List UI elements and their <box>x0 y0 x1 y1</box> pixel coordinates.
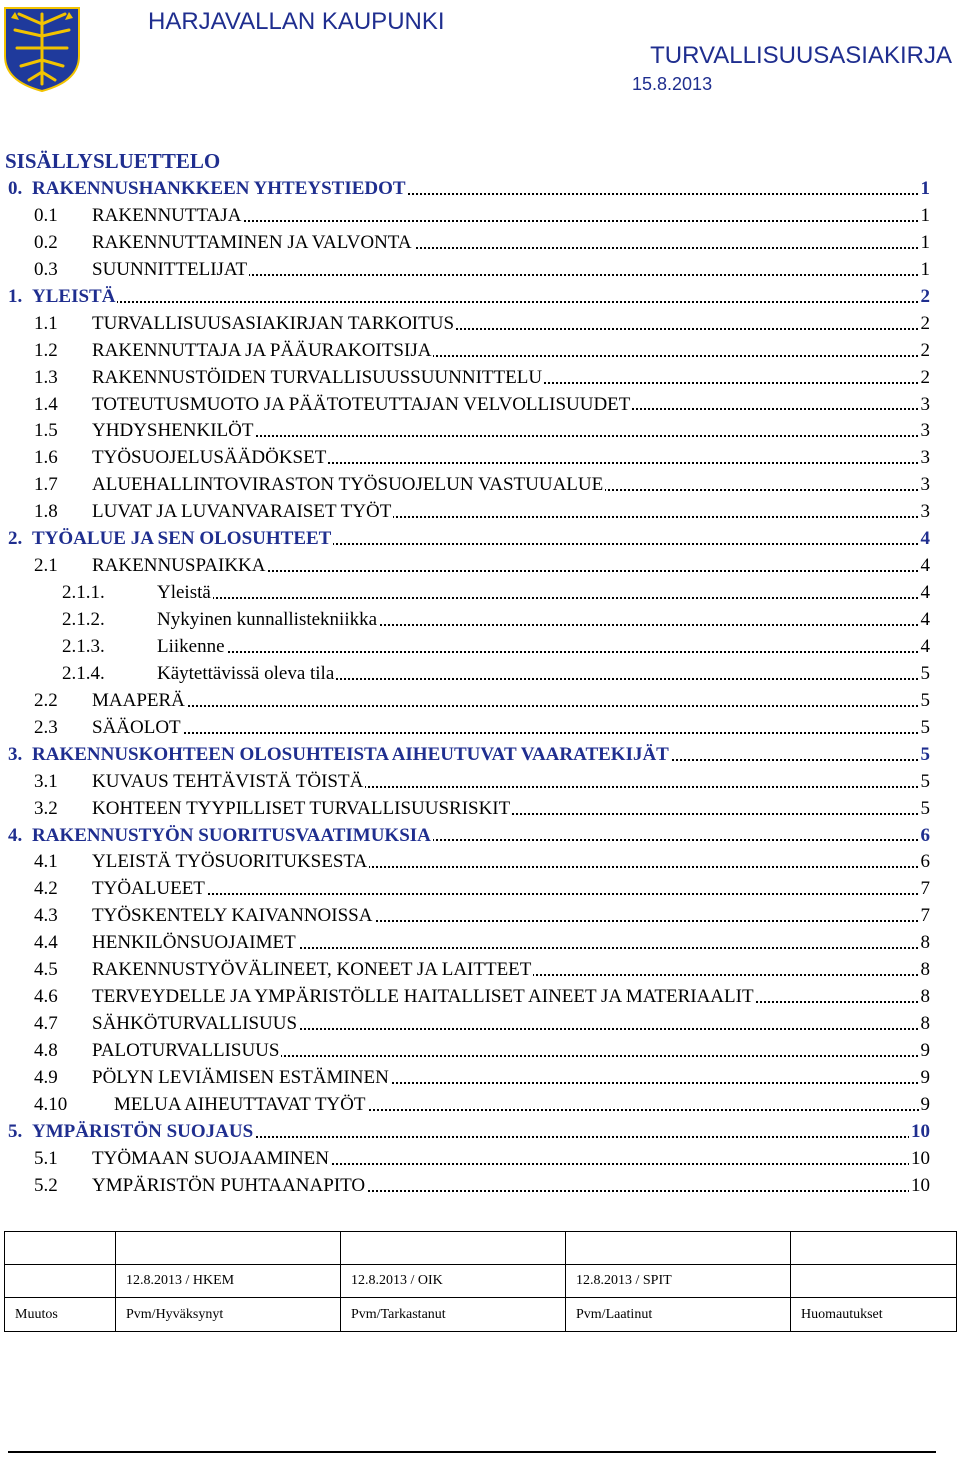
toc-entry[interactable] <box>0 849 960 876</box>
toc-entry-number: 4.9 <box>34 1066 58 1088</box>
toc-entry[interactable] <box>0 688 960 715</box>
toc-entry-page: 9 <box>919 1038 931 1065</box>
table-cell: Pvm/Hyväksynyt <box>116 1298 341 1332</box>
toc-entry-title: YLEISTÄ TYÖSUORITUKSESTA <box>92 849 369 876</box>
toc-entry-page: 1 <box>919 203 931 230</box>
toc-entry[interactable] <box>0 311 960 338</box>
toc-entry-title: YHDYSHENKILÖT <box>92 418 255 445</box>
toc-entry-title: MELUA AIHEUTTAVAT TYÖT <box>114 1092 367 1119</box>
toc-entry-title: TOTEUTUSMUOTO JA PÄÄTOTEUTTAJAN VELVOLLISUUDET <box>92 392 632 419</box>
toc-entry-page: 6 <box>919 849 931 876</box>
toc-entry-number: 2. <box>8 528 23 550</box>
toc-entry[interactable] <box>0 984 960 1011</box>
toc-entry-title: LUVAT JA LUVANVARAISET TYÖT <box>92 499 393 526</box>
toc-entry-page: 9 <box>919 1092 931 1119</box>
toc-entry-number: 4.4 <box>34 932 58 954</box>
toc-entry[interactable] <box>0 392 960 419</box>
toc-entry-number: 4.10 <box>34 1093 68 1115</box>
toc-entry-page: 4 <box>919 526 931 553</box>
toc-entry[interactable] <box>0 634 960 661</box>
toc-entry-number: 0.3 <box>34 258 58 280</box>
toc-entry[interactable] <box>0 742 960 769</box>
toc-entry-title: PALOTURVALLISUUS <box>92 1038 281 1065</box>
toc-entry-page: 4 <box>919 634 931 661</box>
toc-entry-number: 0.1 <box>34 204 58 226</box>
toc-entry-title: RAKENNUSTÖIDEN TURVALLISUUSSUUNNITTELU <box>92 365 544 392</box>
toc-entry-title: MAAPERÄ <box>92 688 187 715</box>
toc-entry-number: 1.8 <box>34 501 58 523</box>
toc-entry-page: 5 <box>919 688 931 715</box>
toc-entry-number: 1.7 <box>34 474 58 496</box>
toc-entry-title: YLEISTÄ <box>32 284 117 311</box>
table-cell <box>5 1265 116 1298</box>
table-row <box>5 1265 957 1298</box>
toc-leader-dots <box>92 688 922 715</box>
toc-entry-page: 7 <box>919 876 931 903</box>
toc-entry-title: TYÖSUOJELUSÄÄDÖKSET <box>92 445 328 472</box>
toc-entry-title: Nykyinen kunnallistekniikka <box>157 607 379 634</box>
toc-entry-title: Yleistä <box>157 580 213 607</box>
toc-entry-title: SUUNNITTELIJAT <box>92 257 249 284</box>
toc-entry[interactable] <box>0 230 960 257</box>
toc-leader-dots <box>92 715 922 742</box>
toc-entry-page: 4 <box>919 553 931 580</box>
toc-entry-number: 4.2 <box>34 878 58 900</box>
toc-entry-number: 1.6 <box>34 447 58 469</box>
toc-entry-title: ALUEHALLINTOVIRASTON TYÖSUOJELUN VASTUUALUE <box>92 472 605 499</box>
toc-entry[interactable] <box>0 661 960 688</box>
organization-name: HARJAVALLAN KAUPUNKI <box>148 8 445 35</box>
toc-entry-page: 2 <box>919 284 931 311</box>
toc-entry-title: TYÖMAAN SUOJAAMINEN <box>92 1146 331 1173</box>
toc-entry-title: TYÖALUEET <box>92 876 207 903</box>
toc-entry-title: YMPÄRISTÖN SUOJAUS <box>32 1119 255 1146</box>
toc-entry[interactable] <box>0 1119 960 1146</box>
toc-entry-title: RAKENNUSHANKKEEN YHTEYSTIEDOT <box>32 176 408 203</box>
table-row <box>5 1232 957 1265</box>
toc-entry[interactable] <box>0 957 960 984</box>
table-cell: Pvm/Laatinut <box>566 1298 791 1332</box>
toc-entry[interactable] <box>0 1038 960 1065</box>
toc-entry-number: 1.4 <box>34 393 58 415</box>
toc-entry-page: 6 <box>919 823 931 850</box>
toc-entry[interactable] <box>0 445 960 472</box>
toc-entry-page: 7 <box>919 903 931 930</box>
toc-entry-page: 3 <box>919 418 931 445</box>
table-cell: 12.8.2013 / HKEM <box>116 1265 341 1298</box>
table-cell <box>791 1232 957 1265</box>
toc-entry-page: 8 <box>919 930 931 957</box>
toc-entry-title: RAKENNUSTYÖN SUORITUSVAATIMUKSIA <box>32 823 433 850</box>
toc-leader-dots <box>157 634 922 661</box>
toc-entry-number: 1.1 <box>34 312 58 334</box>
toc-entry-title: TERVEYDELLE JA YMPÄRISTÖLLE HAITALLISET AINEET JA MATERIAALIT <box>92 984 756 1011</box>
revision-table <box>4 1231 957 1332</box>
toc-entry[interactable] <box>0 176 960 203</box>
table-cell <box>791 1265 957 1298</box>
toc-entry-page: 10 <box>909 1146 930 1173</box>
toc-entry-number: 2.1.4. <box>62 662 105 684</box>
toc-leader-dots <box>157 580 922 607</box>
toc-entry-title: RAKENNUSKOHTEEN OLOSUHTEISTA AIHEUTUVAT VAARATEKIJÄT <box>32 742 671 769</box>
footer-divider <box>8 1451 936 1453</box>
toc-entry[interactable] <box>0 796 960 823</box>
toc-entry-page: 5 <box>919 715 931 742</box>
toc-entry-page: 1 <box>919 230 931 257</box>
toc-entry-title: Liikenne <box>157 634 227 661</box>
toc-entry[interactable] <box>0 876 960 903</box>
toc-entry-title: KUVAUS TEHTÄVISTÄ TÖISTÄ <box>92 769 365 796</box>
toc-entry-page: 4 <box>919 580 931 607</box>
toc-entry[interactable] <box>0 1011 960 1038</box>
toc-entry-page: 5 <box>919 661 931 688</box>
toc-entry-page: 1 <box>919 257 931 284</box>
toc-entry-number: 3.2 <box>34 797 58 819</box>
coat-of-arms-icon <box>3 6 81 92</box>
toc-entry[interactable] <box>0 823 960 850</box>
toc-entry[interactable] <box>0 580 960 607</box>
table-cell: Pvm/Tarkastanut <box>341 1298 566 1332</box>
table-cell <box>5 1232 116 1265</box>
table-of-contents <box>0 176 960 1200</box>
toc-entry-number: 2.3 <box>34 716 58 738</box>
toc-leader-dots <box>32 284 922 311</box>
toc-entry[interactable] <box>0 338 960 365</box>
toc-entry-title: RAKENNUTTAJA JA PÄÄURAKOITSIJA <box>92 338 433 365</box>
toc-entry-page: 3 <box>919 499 931 526</box>
toc-entry-title: PÖLYN LEVIÄMISEN ESTÄMINEN <box>92 1065 391 1092</box>
toc-entry-number: 4.3 <box>34 905 58 927</box>
toc-entry[interactable] <box>0 1092 960 1119</box>
toc-entry[interactable] <box>0 553 960 580</box>
toc-entry-number: 1. <box>8 285 23 307</box>
toc-entry[interactable] <box>0 1173 960 1200</box>
toc-entry-page: 1 <box>919 176 931 203</box>
toc-entry-title: RAKENNUTTAMINEN JA VALVONTA <box>92 230 414 257</box>
toc-entry-page: 10 <box>909 1173 930 1200</box>
toc-entry-number: 2.1 <box>34 555 58 577</box>
toc-entry[interactable] <box>0 499 960 526</box>
toc-entry-number: 0.2 <box>34 231 58 253</box>
toc-entry-number: 2.1.3. <box>62 635 105 657</box>
toc-entry-title: SÄÄOLOT <box>92 715 183 742</box>
toc-entry[interactable] <box>0 769 960 796</box>
toc-entry-page: 2 <box>919 311 931 338</box>
toc-entry[interactable] <box>0 607 960 634</box>
toc-entry-page: 4 <box>919 607 931 634</box>
toc-entry-number: 4.6 <box>34 986 58 1008</box>
toc-entry[interactable] <box>0 284 960 311</box>
toc-entry-number: 3. <box>8 743 23 765</box>
document-date: 15.8.2013 <box>632 74 713 94</box>
table-cell: Muutos <box>5 1298 116 1332</box>
table-cell <box>341 1232 566 1265</box>
toc-entry[interactable] <box>0 418 960 445</box>
toc-entry[interactable] <box>0 472 960 499</box>
toc-entry[interactable] <box>0 715 960 742</box>
table-cell: 12.8.2013 / OIK <box>341 1265 566 1298</box>
toc-entry-number: 4.7 <box>34 1013 58 1035</box>
toc-entry-title: TYÖSKENTELY KAIVANNOISSA <box>92 903 374 930</box>
toc-entry-page: 5 <box>919 769 931 796</box>
table-cell: 12.8.2013 / SPIT <box>566 1265 791 1298</box>
toc-entry[interactable] <box>0 1146 960 1173</box>
table-row <box>5 1298 957 1332</box>
toc-entry-number: 4.5 <box>34 959 58 981</box>
toc-entry-title: SÄHKÖTURVALLISUUS <box>92 1011 299 1038</box>
toc-entry-page: 9 <box>919 1065 931 1092</box>
toc-entry-title: KOHTEEN TYYPILLISET TURVALLISUUSRISKIT <box>92 796 512 823</box>
toc-entry-page: 8 <box>919 957 931 984</box>
toc-entry-number: 4.8 <box>34 1040 58 1061</box>
toc-entry-title: HENKILÖNSUOJAIMET <box>92 930 298 957</box>
toc-entry-title: Käytettävissä oleva tila <box>157 661 336 688</box>
table-cell <box>116 1232 341 1265</box>
toc-entry-page: 2 <box>919 338 931 365</box>
toc-entry-title: TURVALLISUUSASIAKIRJAN TARKOITUS <box>92 311 456 338</box>
toc-entry-number: 0. <box>8 178 23 199</box>
toc-entry-number: 5.2 <box>34 1174 58 1196</box>
toc-entry-number: 1.3 <box>34 366 58 388</box>
toc-entry-page: 3 <box>919 392 931 419</box>
toc-entry-page: 3 <box>919 472 931 499</box>
toc-entry-title: RAKENNUSPAIKKA <box>92 553 268 580</box>
toc-entry-page: 8 <box>919 1011 931 1038</box>
toc-entry-number: 2.1.1. <box>62 582 105 604</box>
toc-entry-page: 8 <box>919 984 931 1011</box>
toc-entry[interactable] <box>0 526 960 553</box>
table-cell <box>566 1232 791 1265</box>
toc-entry[interactable] <box>0 365 960 392</box>
toc-entry[interactable] <box>0 203 960 230</box>
toc-entry-number: 4.1 <box>34 851 58 873</box>
toc-entry-number: 4. <box>8 824 23 846</box>
toc-entry[interactable] <box>0 1065 960 1092</box>
toc-entry-number: 5. <box>8 1120 23 1142</box>
toc-entry-number: 1.2 <box>34 339 58 361</box>
toc-entry-number: 2.2 <box>34 689 58 711</box>
toc-entry-title: RAKENNUSTYÖVÄLINEET, KONEET JA LAITTEET <box>92 957 533 984</box>
toc-entry-number: 5.1 <box>34 1147 58 1169</box>
toc-entry-title: RAKENNUTTAJA <box>92 203 243 230</box>
toc-entry[interactable] <box>0 903 960 930</box>
toc-entry[interactable] <box>0 930 960 957</box>
toc-entry-number: 3.1 <box>34 770 58 792</box>
document-title: TURVALLISUUSASIAKIRJA <box>650 42 952 69</box>
toc-entry-page: 2 <box>919 365 931 392</box>
toc-heading: SISÄLLYSLUETTELO <box>5 149 221 173</box>
toc-entry-page: 5 <box>919 742 931 769</box>
toc-entry-number: 2.1.2. <box>62 609 105 630</box>
toc-leader-dots <box>92 876 922 903</box>
toc-entry-title: TYÖALUE JA SEN OLOSUHTEET <box>32 526 333 553</box>
toc-entry-page: 5 <box>919 796 931 823</box>
toc-entry-title: YMPÄRISTÖN PUHTAANAPITO <box>92 1173 367 1200</box>
toc-entry-number: 1.5 <box>34 420 58 442</box>
table-cell: Huomautukset <box>791 1298 957 1332</box>
toc-entry-page: 3 <box>919 445 931 472</box>
toc-entry[interactable] <box>0 257 960 284</box>
toc-entry-page: 10 <box>909 1119 930 1146</box>
